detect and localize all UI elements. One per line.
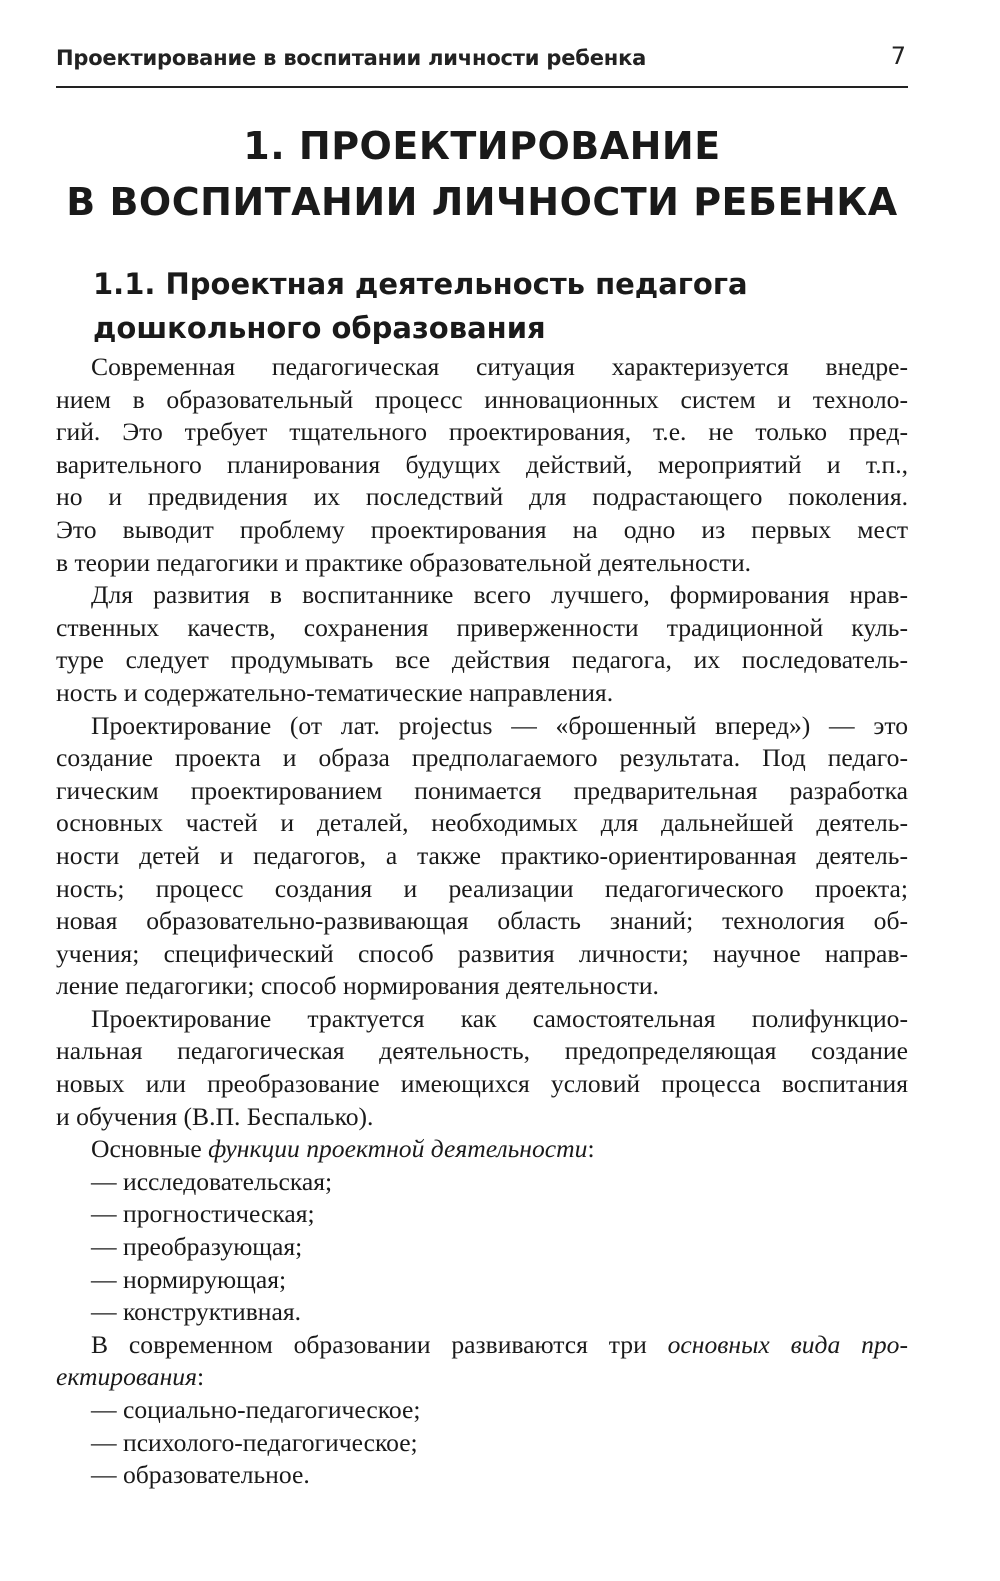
paragraph-line: варительного планирования будущих действий, мероприятий и т.п., — [56, 449, 908, 479]
running-head — [56, 42, 908, 88]
paragraph-line: Современная педагогическая ситуация характеризуется внедре- — [91, 352, 908, 381]
paragraph-line: новых или преобразование имеющихся условий процесса воспитания — [56, 1069, 908, 1099]
paragraph-line: ление педагогики; способ нормирования деятельности. — [56, 971, 659, 1001]
paragraph-line: Для развития в воспитаннике всего лучшего, формирования нрав- — [91, 580, 908, 610]
types-intro — [56, 1329, 908, 1362]
paragraph-line: новая образовательно-развивающая область знаний; технология об- — [56, 906, 908, 936]
types-term-part2: ектирования — [56, 1362, 197, 1392]
list-item: — социально-педагогическое; — [91, 1395, 421, 1424]
chapter-title-line: 1. ПРОЕКТИРОВАНИЕ — [243, 124, 721, 168]
section-title — [93, 262, 893, 350]
paragraph-line: туре следует продумывать все действия педагога, их последователь- — [56, 645, 908, 675]
list-item: — нормирующая; — [91, 1264, 287, 1294]
paragraph-line: ности детей и педагогов, а также практико-ориентированная деятель- — [56, 840, 908, 870]
functions-intro-suffix: : — [587, 1134, 595, 1164]
list-item: — преобразующая; — [91, 1232, 303, 1262]
section-title-line: 1.1. Проектная деятельность педагога — [93, 267, 748, 301]
paragraph-line: но и предвидения их последствий для подрастающего поколения. — [56, 482, 908, 512]
paragraph-line: Это выводит проблему проектирования на одно из первых мест — [56, 514, 908, 544]
running-head-title: Проектирование в воспитании личности ребенка — [56, 46, 647, 70]
list-item: — образовательное. — [91, 1460, 310, 1490]
types-intro-cont — [56, 1361, 908, 1394]
section-title-line: дошкольного образования — [93, 311, 546, 345]
list-item: — прогностическая; — [91, 1199, 315, 1229]
paragraph-line: Проектирование (от лат. projectus — «брошенный вперед») — это — [91, 710, 908, 740]
functions-intro — [56, 1133, 908, 1166]
chapter-title-line: В ВОСПИТАНИИ ЛИЧНОСТИ РЕБЕНКА — [66, 180, 898, 224]
paragraph-line: создание проекта и образа предполагаемого результата. Под педаго- — [56, 743, 908, 773]
paragraph-line: и обучения (В.П. Беспалько). — [56, 1101, 374, 1131]
paragraph-line: нием в образовательный процесс инновационных систем и техноло- — [56, 384, 908, 414]
list-item: — психолого-педагогическое; — [91, 1427, 418, 1457]
types-intro-prefix: В современном образовании развиваются три — [91, 1329, 668, 1359]
functions-term: функции проектной деятельности — [208, 1134, 588, 1164]
paragraph-line: ственных качеств, сохранения приверженности традиционной куль- — [56, 612, 908, 642]
chapter-title — [56, 118, 908, 230]
types-intro-suffix: : — [197, 1362, 205, 1392]
paragraph-line: в теории педагогики и практике образовательной деятельности. — [56, 547, 752, 577]
page-number: 7 — [890, 42, 906, 70]
body-text — [56, 351, 908, 1492]
paragraph-line: гий. Это требует тщательного проектирования, т.е. не только пред- — [56, 417, 908, 447]
paragraph-line: нальная педагогическая деятельность, предопределяющая создание — [56, 1036, 908, 1066]
paragraph-line: ность и содержательно-тематические направления. — [56, 677, 614, 707]
list-item: — конструктивная. — [91, 1297, 302, 1327]
paragraph-line: основных частей и деталей, необходимых для дальнейшей деятель- — [56, 808, 908, 838]
paragraph-line: гическим проектированием понимается предварительная разработка — [56, 775, 908, 805]
paragraph-line: учения; специфический способ развития личности; научное направ- — [56, 938, 908, 968]
types-term-part1: основных вида про- — [667, 1329, 908, 1359]
paragraph-line: Проектирование трактуется как самостоятельная полифункцио- — [91, 1003, 908, 1033]
functions-intro-prefix: Основные — [91, 1134, 209, 1164]
paragraph-line: ность; процесс создания и реализации педагогического проекта; — [56, 873, 908, 903]
list-item: — исследовательская; — [91, 1166, 333, 1196]
